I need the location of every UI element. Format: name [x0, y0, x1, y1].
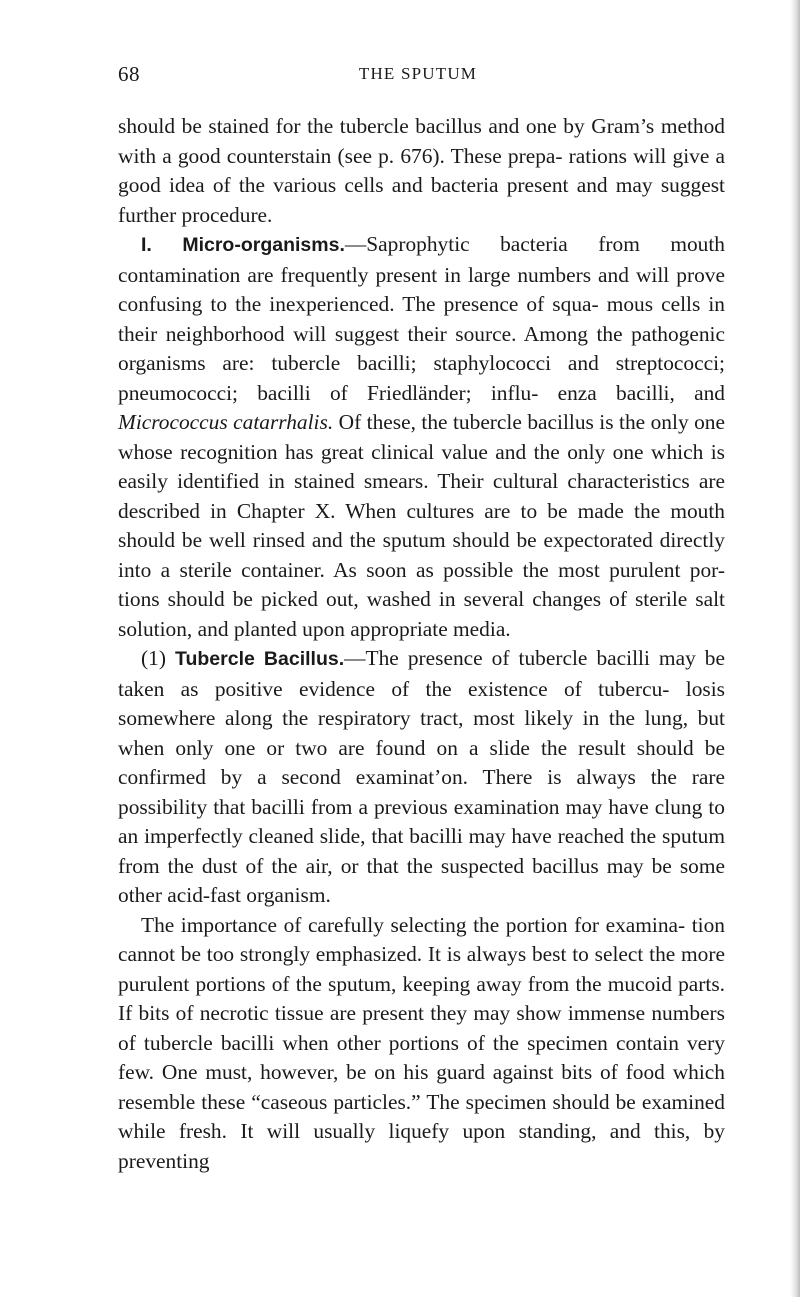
micro-organisms-italic-term: Micrococcus catarrhalis.	[118, 410, 334, 434]
section-heading-micro-organisms: Micro-organisms.	[182, 234, 345, 256]
running-title: THE SPUTUM	[358, 64, 478, 83]
page-number: 68	[118, 62, 140, 86]
tubercle-bacillus-text: —The presence of tubercle bacilli may be taken as positive evidence of the existence of tubercu- losis somewhere along the respiratory tract, most likely in the lung, but when only one or two are found on a slide the result should be confirmed by a second examinat’on. There is always the rare possibility that bacilli from a previous examination may have clung to an imperfectly cleaned slide, that bacilli may have reached the sputum from the dust of the air, or that the suspected bacillus may be some other acid-fast organism.	[118, 646, 725, 907]
importance-text: The importance of carefully selecting the portion for examina- tion cannot be too strongly emphasized. It is always best to select the more purulent portions of the sputum, keeping away from the mucoid parts. If bits of necrotic tissue are present they may show immense numbers of tubercle bacilli when other portions of the specimen contain very few. One must, however, be on his guard against bits of food which resemble these “caseous particles.” The specimen should be examined while fresh. It will usually liquefy upon standing, and this, by preventing	[118, 912, 725, 1173]
paragraph-continuation-text: should be stained for the tubercle bacillus and one by Gram’s method with a good counterstain (see p. 676). These prepa- rations will give a good idea of the various cells and bacteria present and may suggest further procedure.	[118, 114, 725, 227]
section-heading-tubercle-bacillus: Tubercle Bacillus.	[175, 648, 345, 670]
paragraph-importance	[118, 911, 725, 1177]
section-numeral-1: (1)	[141, 646, 166, 670]
micro-organisms-text-part-2: Of these, the tubercle bacillus is the only one whose recognition has great clinical value and the only one which is easily identified in stained smears. Their cultural characteristics are described in Chapter X. When cultures are to be made the mouth should be well rinsed and the sputum should be expectorated directly into a sterile container. As soon as possible the most purulent por- tions should be picked out, washed in several changes of sterile salt solution, and planted upon appropriate media.	[118, 410, 725, 641]
paragraph-micro-organisms	[118, 230, 725, 644]
text-body	[118, 112, 725, 1176]
paragraph-tubercle-bacillus	[118, 644, 725, 911]
micro-organisms-text-part-1: —Saprophytic bacteria from mouth contamination are frequently present in large numbers and will prove confusing to the inexperienced. The presence of squa- mous cells in their neighborhood will suggest their source. Among the pathogenic organisms are: tubercle bacilli; staphylococci and streptococci; pneumococci; bacilli of Friedländer; influ- enza bacilli, and	[118, 232, 725, 405]
section-numeral-i: I.	[141, 234, 152, 256]
paragraph-continuation	[118, 112, 725, 230]
page-edge-shadow	[790, 0, 800, 1297]
running-head	[118, 62, 718, 90]
